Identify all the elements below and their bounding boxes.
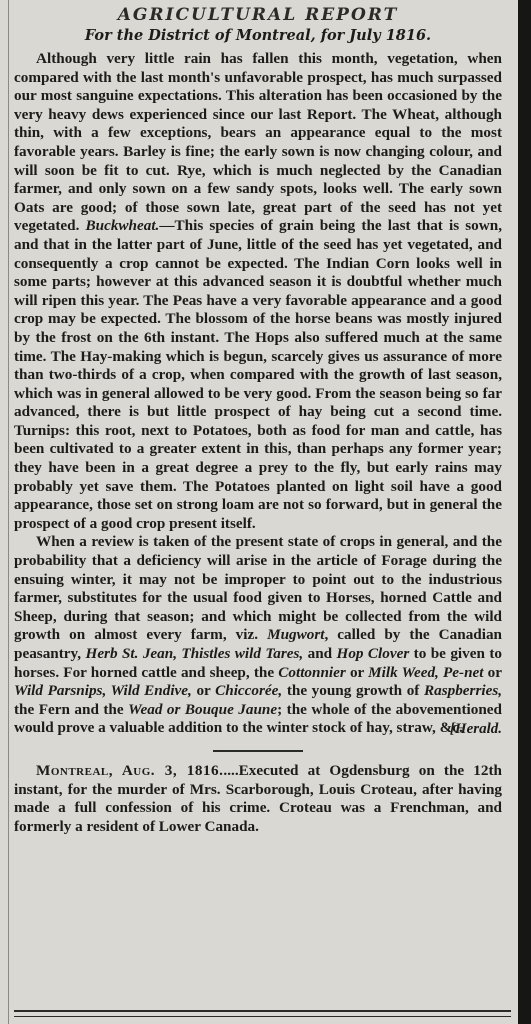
article-headline: AGRICULTURAL REPORT xyxy=(117,5,399,25)
news-item xyxy=(14,762,502,836)
p2-herb-st-jean: Herb St. Jean, Thistles wild Tares, xyxy=(85,645,304,662)
p2-text-g: or xyxy=(191,682,216,700)
article-source: [Herald. xyxy=(449,720,502,737)
p2-cottonnier: Cottonnier xyxy=(278,663,346,681)
p2-text-e: or xyxy=(345,663,369,681)
article-paragraph-1 xyxy=(14,50,502,533)
p2-text-c: and xyxy=(303,645,337,662)
p2-wild-parsnips: Wild Parsnips, Wild Endive, xyxy=(14,682,192,700)
p2-raspberries: Raspberries, xyxy=(423,682,503,700)
paragraph-1-text-a: Although very little rain has fallen this month, vegetation, when compared with the last month's unfavorable prospect, has much surpassed our most sanguine expectations. This alteration has been occasioned by the very heavy dews experienced since our last Report. The Wheat, although thin, with a few exceptions, bears an appearance equal to the most favorable years. Barley is fine; the early sown is now changing colour, and will soon be fit to cut. Rye, which is much neglected by the Canadian farmer, and only sown on a few sandy spots, looks well. The early sown Oats are good; of those sown late, great part of the seed has not yet vegetated. xyxy=(14,50,502,235)
p2-text-j: ; the whole of the abovementioned would prove a valuable addition to the winter stock of hay, straw, &c. xyxy=(14,700,502,737)
page-gutter-right xyxy=(518,0,531,1024)
p2-text-h: the young growth of xyxy=(282,682,424,700)
p2-text-f: or xyxy=(483,663,502,681)
paragraph-1-text-b: —This species of grain being the last that is sown, and that in the latter part of June, little of the seed has yet vegetated, and consequently a crop cannot be expected. The Indian Corn looks well in some parts; however at this advanced season it is doubtful whether much will ripen this year. The Peas have a very favorable appearance and a good crop may be expected. The blossom of the horse beans was mostly injured by the frost on the 6th instant. The Hops also suffered much at the same time. The Hay-making which is begun, scarcely gives us assurance of more than two-thirds of a crop, when compared with the growth of last season, which was in general allowed to be very good. From the season being so far advanced, there is but little prospect of hay being cut a second time. Turnips: this root, next to Potatoes, both as food for man and cattle, has been cultivated to a greater extent in this, than perhaps any former year; they have been in a great degree a prey to the fly, but early rains may probably yet save them. The Potatoes planted on light soil have a good appearance, those set on strong loam are not so forward, but in general the prospect of a good crop present itself. xyxy=(14,217,502,532)
p2-mugwort: Mugwort xyxy=(267,626,325,644)
p2-text-b: , called by the Canadian peasantry, xyxy=(14,626,502,662)
news-dateline: Montreal, Aug. 3, 1816. xyxy=(36,761,224,779)
news-text: ....Executed at Ogdensburg on the 12th instant, for the murder of Mrs. Scarborough, Louis Croteau, after having made a full confession of his crime. Croteau was a Frenchman, and formerly a resident of Lower Canada. xyxy=(14,761,502,835)
column-rule-left xyxy=(8,0,9,1024)
p2-text-i: the Fern and the xyxy=(14,700,129,718)
article-subhead: For the District of Montreal, for July 1816. xyxy=(84,27,432,44)
article-column xyxy=(14,0,502,836)
p2-hop-clover: Hop Clover xyxy=(336,645,410,662)
p2-chiccoree: Chiccorée, xyxy=(215,682,283,700)
p2-text-d: to be given to horses. For horned cattle and sheep, the xyxy=(14,645,502,681)
section-divider xyxy=(213,750,303,752)
p2-wead-bouque-jaune: Wead or Bouque Jaune xyxy=(128,700,278,718)
p2-text-a: When a review is taken of the present state of crops in general, and the probability that a deficiency will arise in the article of Forage during the ensuing winter, it may not be improper to point out to the industrious farmer, substitutes for the usual food given to Horses, horned Cattle and Sheep, during that season; and which might be collected from the wild growth on almost every farm, viz. xyxy=(14,533,502,644)
paragraph-1-buckwheat: Buckwheat. xyxy=(85,217,160,235)
bottom-rule xyxy=(14,1010,511,1017)
p2-milk-weed: Milk Weed, Pe-net xyxy=(368,663,484,681)
article-paragraph-2 xyxy=(14,533,502,738)
